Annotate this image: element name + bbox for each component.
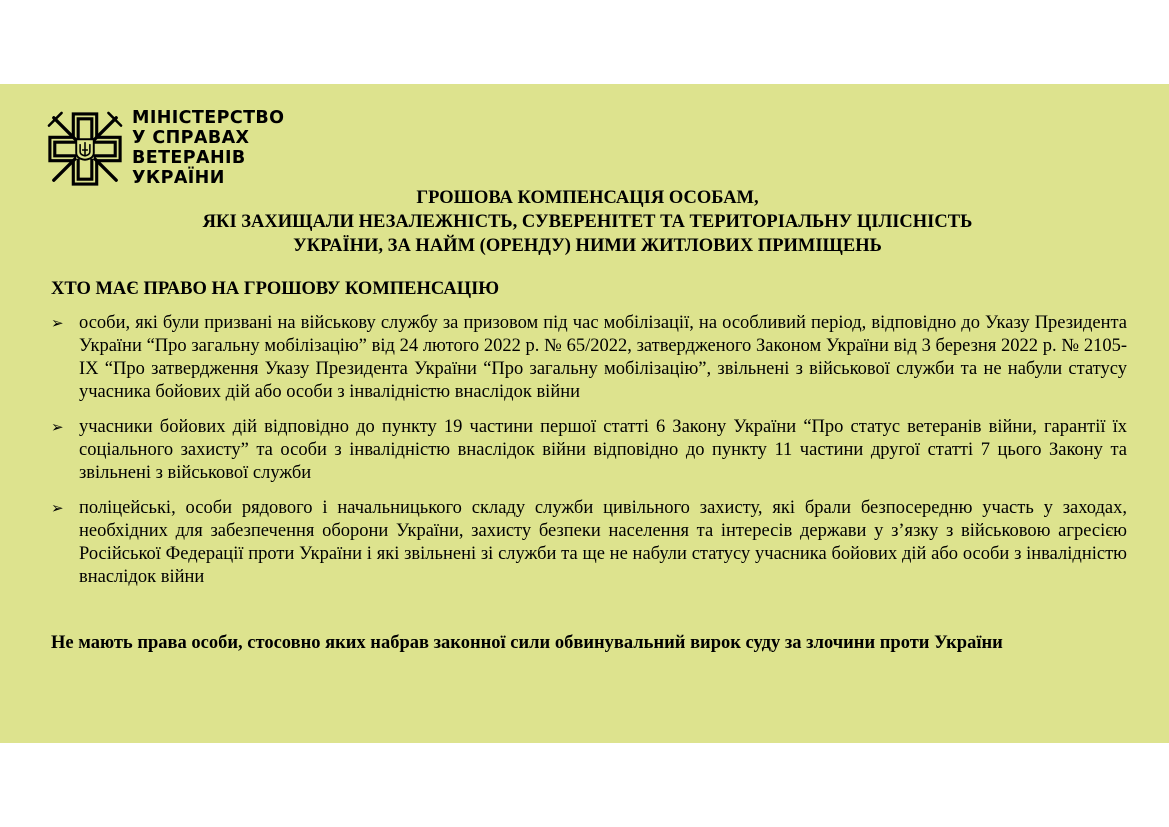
section-heading: ХТО МАЄ ПРАВО НА ГРОШОВУ КОМПЕНСАЦІЮ [51,279,500,299]
exclusion-note: Не мають права особи, стосовно яких набрав законної сили обвинувальний вирок суду за злочини проти України [51,633,1003,653]
arrow-bullet-icon: ➢ [51,418,64,436]
list-item-text: учасники бойових дій відповідно до пункту 19 частини першої статті 6 Закону України “Про статус ветеранів війни, гарантії їх соціального захисту” та особи з інвалідністю внаслідок війни відповідно до пункту 11 частини другої статті 7 цього Закону та звільнені з військової служби [79,417,1127,483]
page-title [50,186,1125,258]
ministry-name-line-1: МІНІСТЕРСТВО [132,108,285,128]
ministry-name [132,108,284,188]
list-item [51,416,1127,485]
ministry-name-line-2: У СПРАВАХ [132,128,250,148]
list-item-text: поліцейські, особи рядового і начальницького складу служби цивільного захисту, які брали безпосередню участь у заходах, необхідних для забезпечення оборони України, захисту безпеки населення та інтересів держави у з’язку з військовою агресією Російської Федерації проти України і які звільнені зі служби та ще не набули статусу учасника бойових дій або особи з інвалідністю внаслідок війни [79,498,1127,587]
title-line-3: УКРАЇНИ, ЗА НАЙМ (ОРЕНДУ) НИМИ ЖИТЛОВИХ ПРИМІЩЕНЬ [293,236,882,256]
ministry-name-line-4: УКРАЇНИ [132,168,225,188]
ministry-name-line-3: ВЕТЕРАНІВ [132,148,246,168]
list-item [51,497,1127,589]
list-item [51,312,1127,404]
eligibility-list [51,312,1127,601]
ministry-emblem-icon [46,110,124,188]
arrow-bullet-icon: ➢ [51,499,64,517]
slide-panel [0,84,1169,743]
title-line-2: ЯКІ ЗАХИЩАЛИ НЕЗАЛЕЖНІСТЬ, СУВЕРЕНІТЕТ ТА ТЕРИТОРІАЛЬНУ ЦІЛІСНІСТЬ [202,212,973,232]
ministry-logo [46,106,286,192]
arrow-bullet-icon: ➢ [51,314,64,332]
list-item-text: особи, які були призвані на військову службу за призовом під час мобілізації, на особливий період, відповідно до Указу Президента України “Про загальну мобілізацію” від 24 лютого 2022 р. № 65/2022, затвердженого Законом України від 3 березня 2022 р. № 2105-IX “Про затвердження Указу Президента України “Про загальну мобілізацію”, звільнені з військової служби та не набули статусу учасника бойових дій або особи з інвалідністю внаслідок війни [79,313,1127,402]
title-line-1: ГРОШОВА КОМПЕНСАЦІЯ ОСОБАМ, [416,188,759,208]
